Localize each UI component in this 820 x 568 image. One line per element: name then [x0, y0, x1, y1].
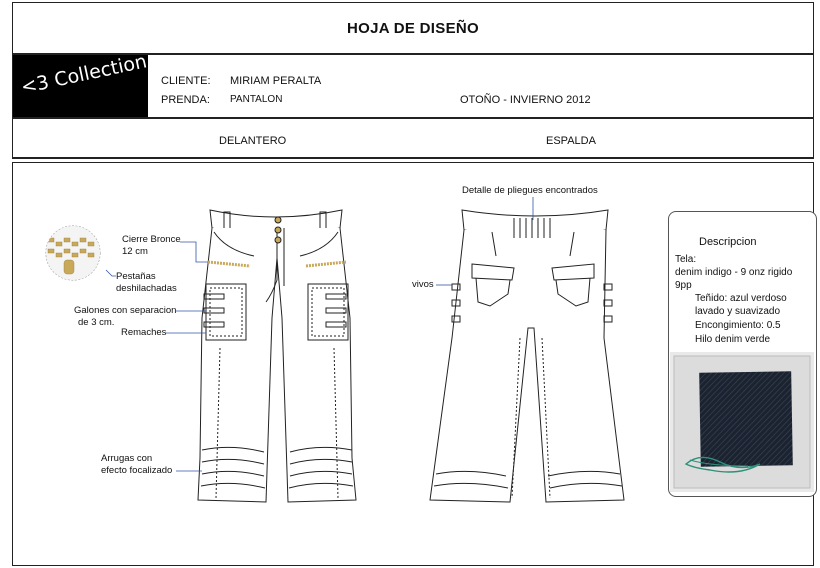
piping-callout: vivos	[412, 279, 434, 290]
pleats-callout: Detalle de pliegues encontrados	[462, 185, 598, 196]
back-view-title: ESPALDA	[546, 135, 596, 147]
wrinkles-callout-line1: Arrugas con	[101, 453, 153, 464]
sheet-title: HOJA DE DISEÑO	[346, 20, 479, 37]
client-value: MIRIAM PERALTA	[230, 75, 322, 87]
fabric-swatch-image	[670, 352, 814, 492]
zipper-callout-line2: 12 cm	[122, 246, 148, 257]
tabs-callout-line1: Pestañas	[116, 271, 156, 282]
galones-callout-line1: Galones con separacion	[74, 305, 177, 316]
garment-label: PRENDA:	[161, 94, 210, 106]
fabric-label: Tela:	[675, 254, 697, 265]
fabric-line2: 9pp	[675, 280, 692, 291]
brand-logo-text: <3 Collection	[19, 50, 149, 99]
description-heading: Descripcion	[699, 236, 757, 248]
garment-value: PANTALON	[230, 94, 283, 105]
front-view-title: DELANTERO	[219, 135, 287, 147]
shrink-line: Encongimiento: 0.5	[695, 320, 781, 331]
dye-line2: lavado y suavizado	[695, 306, 781, 317]
wrinkles-callout-line2: efecto focalizado	[101, 465, 173, 476]
dye-line1: Teñido: azul verdoso	[695, 293, 787, 304]
zipper-callout-line1: Cierre Bronce	[122, 234, 181, 245]
fabric-line1: denim indigo - 9 onz rigido	[675, 267, 793, 278]
tabs-callout-line2: deshilachadas	[116, 283, 177, 294]
client-label: CLIENTE:	[161, 75, 211, 87]
galones-callout-line2: de 3 cm.	[78, 317, 115, 328]
thread-line: Hilo denim verde	[695, 334, 771, 345]
season-label: OTOÑO - INVIERNO 2012	[460, 94, 591, 106]
rivets-callout: Remaches	[121, 327, 167, 338]
